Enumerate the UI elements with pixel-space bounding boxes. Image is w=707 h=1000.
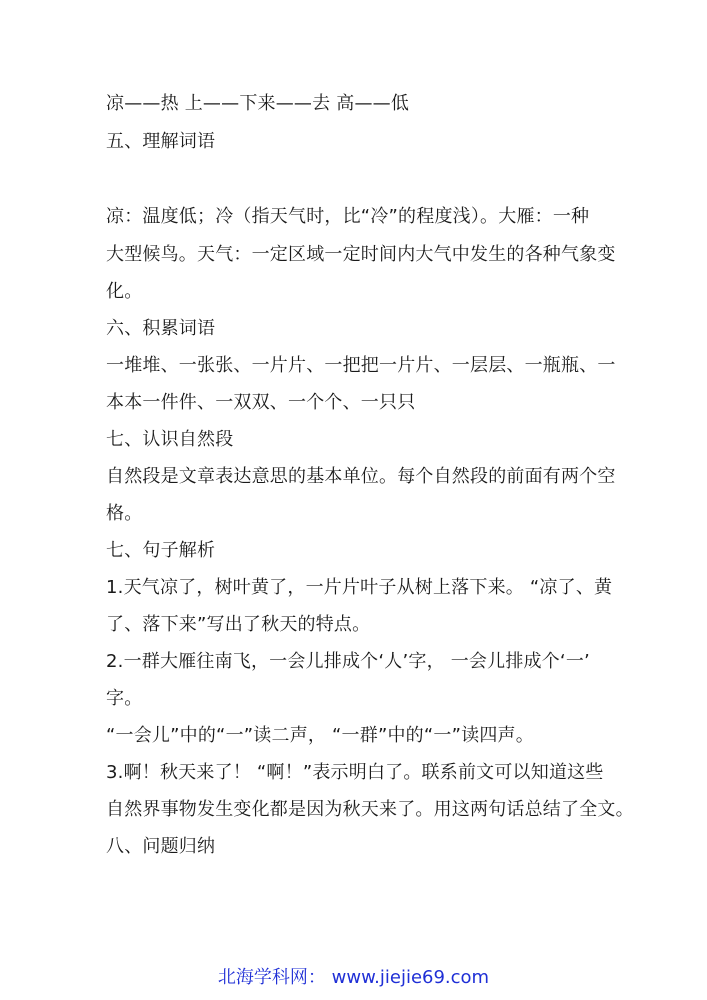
section-heading-understand-words: 五、理解词语 bbox=[106, 131, 216, 152]
antonym-pairs-line: 凉——热 上——下来——去 高——低 bbox=[106, 93, 410, 114]
section-heading-paragraphs: 七、认识自然段 bbox=[106, 429, 234, 450]
section-heading-sentence-analysis: 七、句子解析 bbox=[106, 540, 216, 561]
analysis-2-line-3: “一会儿”中的“一”读二声， “一群”中的“一”读四声。 bbox=[106, 725, 534, 746]
definition-line-2: 大型候鸟。天气：一定区域一定时间内大气中发生的各种气象变 bbox=[106, 244, 616, 265]
word-list-line-1: 一堆堆、一张张、一片片、一把把一片片、一层层、一瓶瓶、一 bbox=[106, 355, 616, 376]
paragraph-explanation-line-1: 自然段是文章表达意思的基本单位。每个自然段的前面有两个空 bbox=[106, 466, 616, 487]
definition-line-3: 化。 bbox=[106, 281, 143, 302]
definition-line-1: 凉：温度低；冷（指天气时，比“冷”的程度浅）。大雁：一种 bbox=[106, 206, 590, 227]
paragraph-explanation-line-2: 格。 bbox=[106, 503, 143, 524]
analysis-1-line-1: 1.天气凉了，树叶黄了，一片片叶子从树上落下来。 “凉了、黄 bbox=[106, 577, 613, 598]
footer-website: 北海学科网： www.jiejie69.com bbox=[217, 967, 490, 988]
word-list-line-2: 本本一件件、一双双、一个个、一只只 bbox=[106, 392, 416, 413]
section-heading-problem-summary: 八、问题归纳 bbox=[106, 836, 216, 857]
section-heading-accumulate-words: 六、积累词语 bbox=[106, 318, 216, 339]
analysis-1-line-2: 了、落下来”写出了秋天的特点。 bbox=[106, 614, 371, 635]
analysis-2-line-2: 字。 bbox=[106, 688, 143, 709]
analysis-3-line-2: 自然界事物发生变化都是因为秋天来了。用这两句话总结了全文。 bbox=[106, 799, 634, 820]
analysis-3-line-1: 3.啊！秋天来了！ “啊！”表示明白了。联系前文可以知道这些 bbox=[106, 762, 604, 783]
analysis-2-line-1: 2.一群大雁往南飞，一会儿排成个‘人’字， 一会儿排成个‘一’ bbox=[106, 651, 590, 672]
